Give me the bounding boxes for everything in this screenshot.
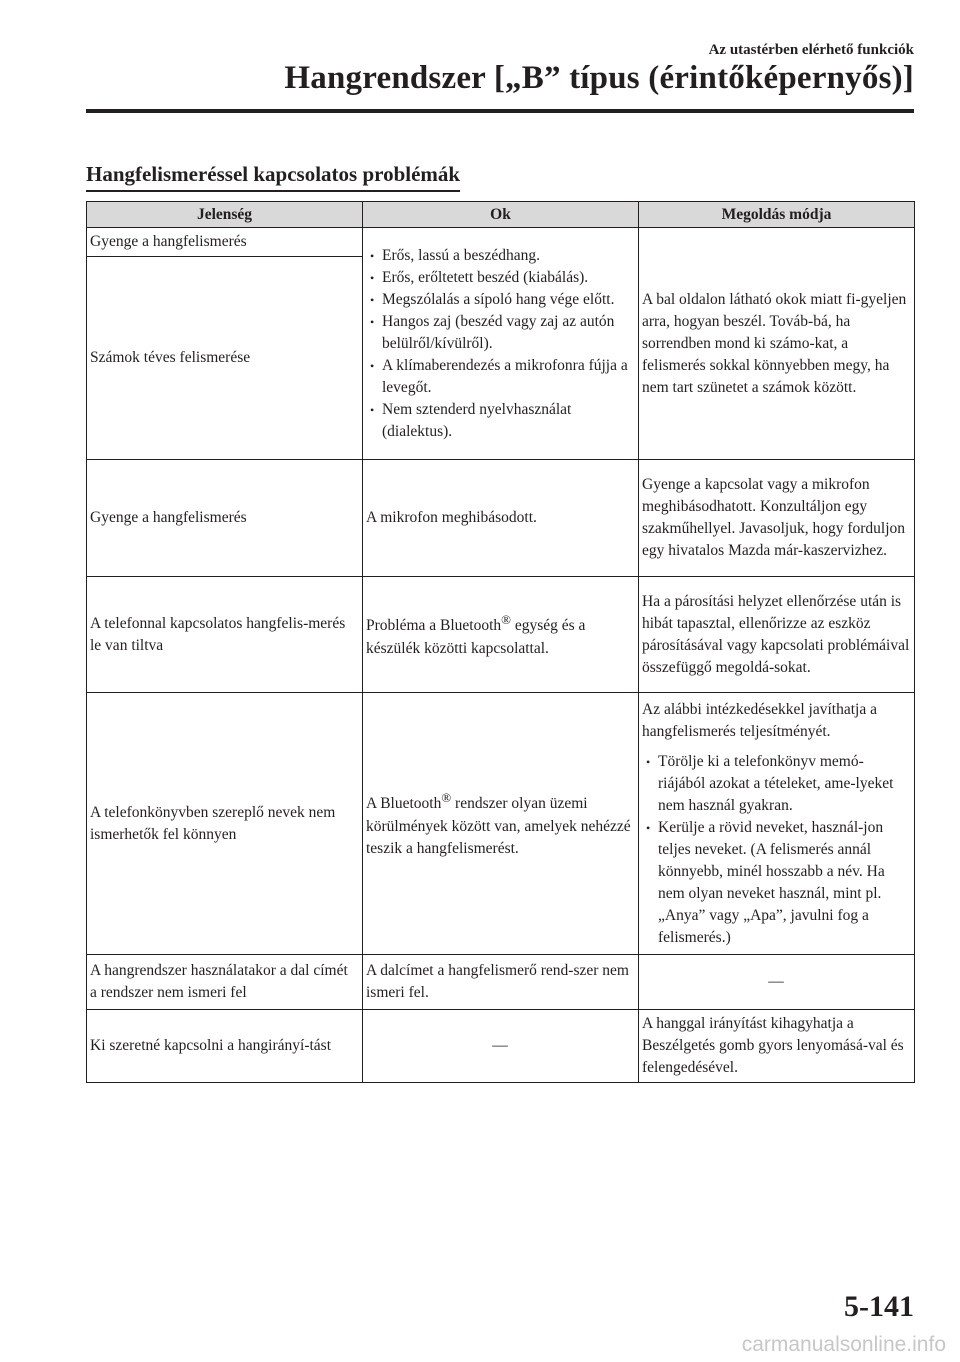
solution-intro: Az alábbi intézkedésekkel javíthatja a hangfelismerés teljesítményét. [642,700,877,740]
list-item: • Erős, erőltetett beszéd (kiabálás). [366,267,634,289]
registered-mark: ® [501,612,511,628]
cause-text: Probléma a Bluetooth [366,617,502,635]
table-row [87,577,915,693]
list-item: • A klímaberendezés a mikrofonra fújja a levegőt. [366,355,634,399]
symptom-cell: A telefonkönyvben szereplő nevek nem ismerhetők fel könnyen [87,693,363,955]
cause-cell [363,693,639,955]
section-title: Hangfelismeréssel kapcsolatos problémák [86,162,460,192]
solution-cell: Ha a párosítási helyzet ellenőrzése után is hibát tapasztal, ellenőrizze az eszköz párosításával vagy kapcsolati problémáival összefüggő megoldá-sokat. [639,577,915,693]
symptom-cell: A hangrendszer használatakor a dal címét a rendszer nem ismeri fel [87,955,363,1010]
header-divider [86,109,914,113]
solution-cell [639,693,915,955]
page-title: Hangrendszer [„B” típus (érintőképernyős)] [284,60,914,96]
solution-list [642,751,910,949]
column-header-solution: Megoldás módja [639,202,915,228]
table-row [87,1010,915,1083]
watermark: carmanualsonline.info [741,1333,946,1356]
column-header-cause: Ok [363,202,639,228]
symptom-cell: Számok téves felismerése [87,257,363,460]
solution-cell: A bal oldalon látható okok miatt fi-gyeljen arra, hogyan beszél. Továb-bá, ha sorrendben mond ki számo-kat, a felismerés sokkal könnyebben megy, ha nem tart szünetet a számok között. [639,228,915,460]
cause-list [366,245,634,443]
registered-mark: ® [441,790,452,806]
list-item: • Nem sztenderd nyelvhasználat (dialektus). [366,399,634,443]
table-header-row [87,202,915,228]
chapter-heading: Az utastérben elérhető funkciók [708,42,914,58]
cause-text: A Bluetooth [366,795,442,813]
cause-cell [363,577,639,693]
column-header-symptom: Jelenség [87,202,363,228]
cause-cell: — [363,1010,639,1083]
cause-cell: A dalcímet a hangfelismerő rend-szer nem ismeri fel. [363,955,639,1010]
list-item: • Erős, lassú a beszédhang. [366,245,634,267]
symptom-cell: A telefonnal kapcsolatos hangfelis-merés le van tiltva [87,577,363,693]
cause-cell [363,228,639,460]
list-item: • Törölje ki a telefonkönyv memó-riájából azokat a tételeket, ame-lyeket nem használ gyakran. [642,751,910,817]
cause-text: egység és a készülék közötti kapcsolattal. [366,617,586,657]
table-row [87,228,915,257]
solution-cell: A hanggal irányítást kihagyhatja a Beszélgetés gomb gyors lenyomásá-val és felengedésével. [639,1010,915,1083]
solution-cell: — [639,955,915,1010]
solution-cell: Gyenge a kapcsolat vagy a mikrofon meghibásodhatott. Konzultáljon egy szakműhellyel. Javasoljuk, hogy forduljon egy hivatalos Mazda már-kaszervizhez. [639,460,915,577]
list-item: • Hangos zaj (beszéd vagy zaj az autón belülről/kívülről). [366,311,634,355]
symptom-cell: Ki szeretné kapcsolni a hangirányí-tást [87,1010,363,1083]
troubleshooting-table [86,201,915,1083]
table-row [87,460,915,577]
symptom-cell: Gyenge a hangfelismerés [87,460,363,577]
cause-cell: A mikrofon meghibásodott. [363,460,639,577]
list-item: • Megszólalás a sípoló hang vége előtt. [366,289,634,311]
table-row [87,955,915,1010]
cause-text: rendszer olyan üzemi körülmények között van, amelyek nehézzé teszik a hangfelismerést. [366,795,631,857]
table-row [87,693,915,955]
list-item: • Kerülje a rövid neveket, használ-jon teljes neveket. (A felismerés annál könnyebb, minél hosszabb a név. Ha nem olyan neveket használ, mint pl. „Anya” vagy „Apa”, javulni fog a felismerés.) [642,817,910,949]
page-number: 5-141 [844,1290,914,1323]
symptom-cell: Gyenge a hangfelismerés [87,228,363,257]
